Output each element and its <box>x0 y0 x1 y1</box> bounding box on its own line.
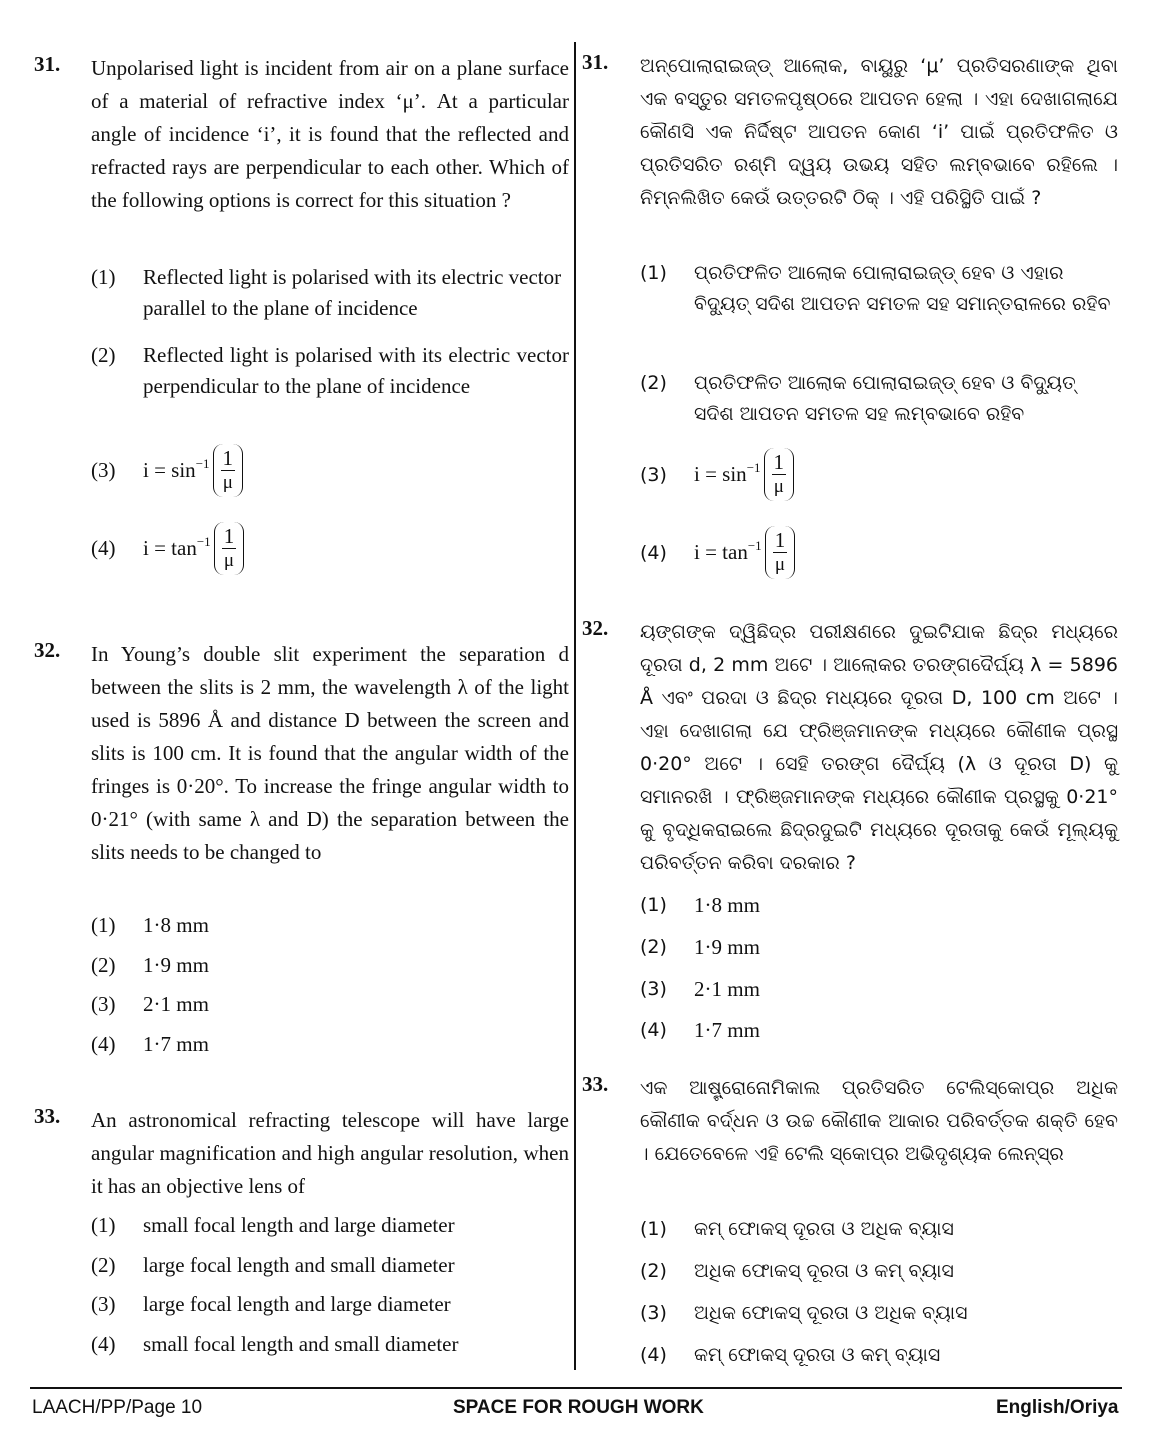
option-4-formula <box>640 526 795 579</box>
fraction <box>214 522 245 575</box>
footer-rough-work: SPACE FOR ROUGH WORK <box>453 1397 704 1418</box>
option-text: 1·8 mm <box>143 913 209 937</box>
option-number: (2) <box>91 343 116 367</box>
option-3-formula <box>91 444 243 497</box>
formula-sup: −1 <box>196 534 211 549</box>
option-text: 1·9 mm <box>143 953 209 977</box>
option-text: 2·1 mm <box>143 992 209 1016</box>
option-text: 2·1 mm <box>694 977 760 1001</box>
question-number: 32. <box>582 616 609 640</box>
question-number: 31. <box>582 50 609 74</box>
oriya-column <box>576 0 1152 1380</box>
question-stem: ଅନ୍‌ପୋଲାରାଇଜ୍‌ଡ୍ ଆଲୋକ, ବାୟୁରୁ ‘μ’ ପ୍ରତିସରଣାଙ୍କ ଥିବା ଏକ ବସ୍ତୁର ସମତଳପୃଷ୍ଠରେ ଆପତନ ହେଲା । ଏହା ଦେଖାଗଲାଯେ କୌଣସି ଏକ ନିର୍ଦ୍ଦିଷ୍ଟ ଆପତନ କୋଣ ‘i’ ପାଇଁ ପ୍ରତିଫଳିତ ଓ ପ୍ରତିସରିତ ରଶ୍ମି ଦ୍ୱୟ ଉଭୟ ସହିତ ଲମ୍ବଭାବେ ରହିଲେ । ନିମ୍ନଲିଖିତ କେଉଁ ଉତ୍ତରଟି ଠିକ୍ । ଏହି ପରିସ୍ଥିତି ପାଇଁ ? <box>640 55 1118 209</box>
option-number: (1) <box>640 1218 667 1240</box>
fraction-denominator: μ <box>223 550 235 571</box>
option-text: small focal length and large diameter <box>143 1213 455 1237</box>
option-number: (2) <box>640 372 667 394</box>
option-text: small focal length and small diameter <box>143 1332 459 1356</box>
footer-language: English/Oriya <box>996 1397 1119 1418</box>
option-4-formula <box>91 522 244 575</box>
option-text: କମ୍ ଫୋକସ୍ ଦୂରତା ଓ ଅଧିକ ବ୍ୟାସ <box>694 1218 954 1240</box>
fraction-numerator: 1 <box>223 524 235 548</box>
option-text: ପ୍ରତିଫଳିତ ଆଲୋକ ପୋଲାରାଇଜ୍‌ଡ୍ ହେବ ଓ ବିଦ୍ୟୁତ୍ ସଦିଶ ଆପତନ ସମତଳ ସହ ଲମ୍ବଭାବେ ରହିବ <box>694 372 1076 425</box>
option-number: (1) <box>640 894 667 916</box>
formula-lhs: i = sin <box>143 458 196 482</box>
option-text: 1·9 mm <box>694 935 760 959</box>
option-number: (2) <box>91 1253 116 1277</box>
option-number: (4) <box>640 1019 667 1041</box>
option-text: କମ୍ ଫୋକସ୍ ଦୂରତା ଓ କମ୍ ବ୍ୟାସ <box>694 1344 941 1366</box>
option-number: (3) <box>640 463 667 486</box>
formula-lhs: i = tan <box>694 540 748 564</box>
option-number: (3) <box>640 978 667 1000</box>
option-number: (4) <box>91 1032 116 1056</box>
question-number: 33. <box>582 1072 609 1096</box>
formula-sup: −1 <box>195 456 210 471</box>
fraction-numerator: 1 <box>222 446 234 470</box>
option-number: (1) <box>640 262 667 284</box>
question-number: 31. <box>34 52 61 76</box>
option-text: 1·7 mm <box>143 1032 209 1056</box>
fraction <box>765 526 796 579</box>
option-number: (2) <box>91 953 116 977</box>
footer-rule <box>30 1387 1122 1389</box>
option-number: (3) <box>91 992 116 1016</box>
option-number: (2) <box>640 936 667 958</box>
fraction-numerator: 1 <box>773 450 785 474</box>
option-number: (1) <box>91 913 116 937</box>
option-number: (3) <box>91 1292 116 1316</box>
option-text: Reflected light is polarised with its electric vector parallel to the plane of incidence <box>143 265 562 320</box>
option-number: (4) <box>640 1344 667 1366</box>
option-number: (3) <box>91 458 116 482</box>
question-stem: An astronomical refracting telescope will have large angular magnification and high angular resolution, when it has an objective lens of <box>91 1108 569 1198</box>
fraction <box>213 444 244 497</box>
option-number: (4) <box>91 536 116 560</box>
fraction-numerator: 1 <box>774 528 786 552</box>
option-number: (2) <box>640 1260 667 1282</box>
option-text: 1·7 mm <box>694 1018 760 1042</box>
question-stem: ଏକ ଆଷ୍ଟ୍ରୋନୋମିକାଲ ପ୍ରତିସରିତ ଟେଲିସ୍କୋପ୍‌ର ଅଧିକ କୌଣୀକ ବର୍ଦ୍ଧନ ଓ ଉଚ୍ଚ କୌଣୀକ ଆକାର ପରିବର୍ତ୍ତକ ଶକ୍ତି ହେବ । ଯେତେବେଳେ ଏହି ଟେଲି ସ୍କୋପ୍‌ର ଅଭିଦୃଶ୍ୟକ ଲେନ୍‌ସ୍‌ର <box>640 1077 1118 1165</box>
option-text: large focal length and large diameter <box>143 1292 451 1316</box>
option-number: (3) <box>640 1302 667 1324</box>
option-number: (1) <box>91 1213 116 1237</box>
fraction-denominator: μ <box>774 554 786 575</box>
footer-page-id: LAACH/PP/Page 10 <box>32 1397 203 1418</box>
option-text: ଅଧିକ ଫୋକସ୍ ଦୂରତା ଓ ଅଧିକ ବ୍ୟାସ <box>694 1302 968 1324</box>
question-stem: In Young’s double slit experiment the separation d between the slits is 2 mm, the wavelength λ of the light used is 5896 Å and distance D between the screen and slits is 100 cm. It is found that the angular width of the fringes is 0·20°. To increase the fringe angular width to 0·21° (with same λ and D) the separation between the slits needs to be changed to <box>91 642 569 864</box>
option-text: ପ୍ରତିଫଳିତ ଆଲୋକ ପୋଲାରାଇଜ୍‌ଡ୍ ହେବ ଓ ଏହାର ବିଦ୍ୟୁତ୍ ସଦିଶ ଆପତନ ସମତଳ ସହ ସମାନ୍ତରାଳରେ ରହିବ <box>694 262 1111 315</box>
fraction <box>764 448 795 501</box>
fraction-denominator: μ <box>222 472 233 493</box>
option-text: large focal length and small diameter <box>143 1253 455 1277</box>
question-stem: ୟଙ୍ଗଙ୍କ ଦ୍ୱିଛିଦ୍ର ପରୀକ୍ଷଣରେ ଦୁଇଟିଯାକ ଛିଦ୍ର ମଧ୍ୟରେ ଦୂରତା d, 2 mm ଅଟେ । ଆଲୋକର ତରଙ୍ଗଦୈର୍ଘ୍ୟ λ = 5896 Å ଏବଂ ପରଦା ଓ ଛିଦ୍ର ମଧ୍ୟରେ ଦୂରତା D, 100 cm ଅଟେ । ଏହା ଦେଖାଗଲା ଯେ ଫ୍ରିଞ୍ଜମାନଙ୍କ ମଧ୍ୟରେ କୌଣୀକ ପ୍ରସ୍ଥ 0·20° ଅଟେ । ସେହି ତରଙ୍ଗ ଦୈର୍ଘ୍ୟ (λ ଓ ଦୂରତା D) କୁ ସମାନରଖି । ଫ୍ରିଞ୍ଜମାନଙ୍କ ମଧ୍ୟରେ କୌଣୀକ ପ୍ରସ୍ଥକୁ 0·21° କୁ ବୃଦ୍ଧିକରାଇଲେ ଛିଦ୍ରଦୁଇଟି ମଧ୍ୟରେ ଦୂରତାକୁ କେଉଁ ମୂଲ୍ୟକୁ ପରିବର୍ତ୍ତନ କରିବା ଦରକାର ? <box>640 621 1118 874</box>
formula-lhs: i = tan <box>143 536 197 560</box>
option-number: (1) <box>91 265 116 289</box>
english-column <box>0 0 574 1380</box>
formula-sup: −1 <box>747 538 762 553</box>
option-number: (4) <box>91 1332 116 1356</box>
option-text: ଅଧିକ ଫୋକସ୍ ଦୂରତା ଓ କମ୍ ବ୍ୟାସ <box>694 1260 954 1282</box>
option-text: Reflected light is polarised with its electric vector perpendicular to the plane of incidence <box>143 343 569 398</box>
option-3-formula <box>640 448 794 501</box>
question-stem: Unpolarised light is incident from air on a plane surface of a material of refractive index ‘μ’. At a particular angle of incidence ‘i’, it is found that the reflected and refracted rays are perpendicular to each other. Which of the following options is correct for this situation ? <box>91 56 569 212</box>
question-number: 32. <box>34 638 61 662</box>
formula-sup: −1 <box>746 460 761 475</box>
question-number: 33. <box>34 1104 61 1128</box>
option-text: 1·8 mm <box>694 893 760 917</box>
formula-lhs: i = sin <box>694 462 747 486</box>
fraction-denominator: μ <box>773 476 784 497</box>
option-number: (4) <box>640 541 667 564</box>
